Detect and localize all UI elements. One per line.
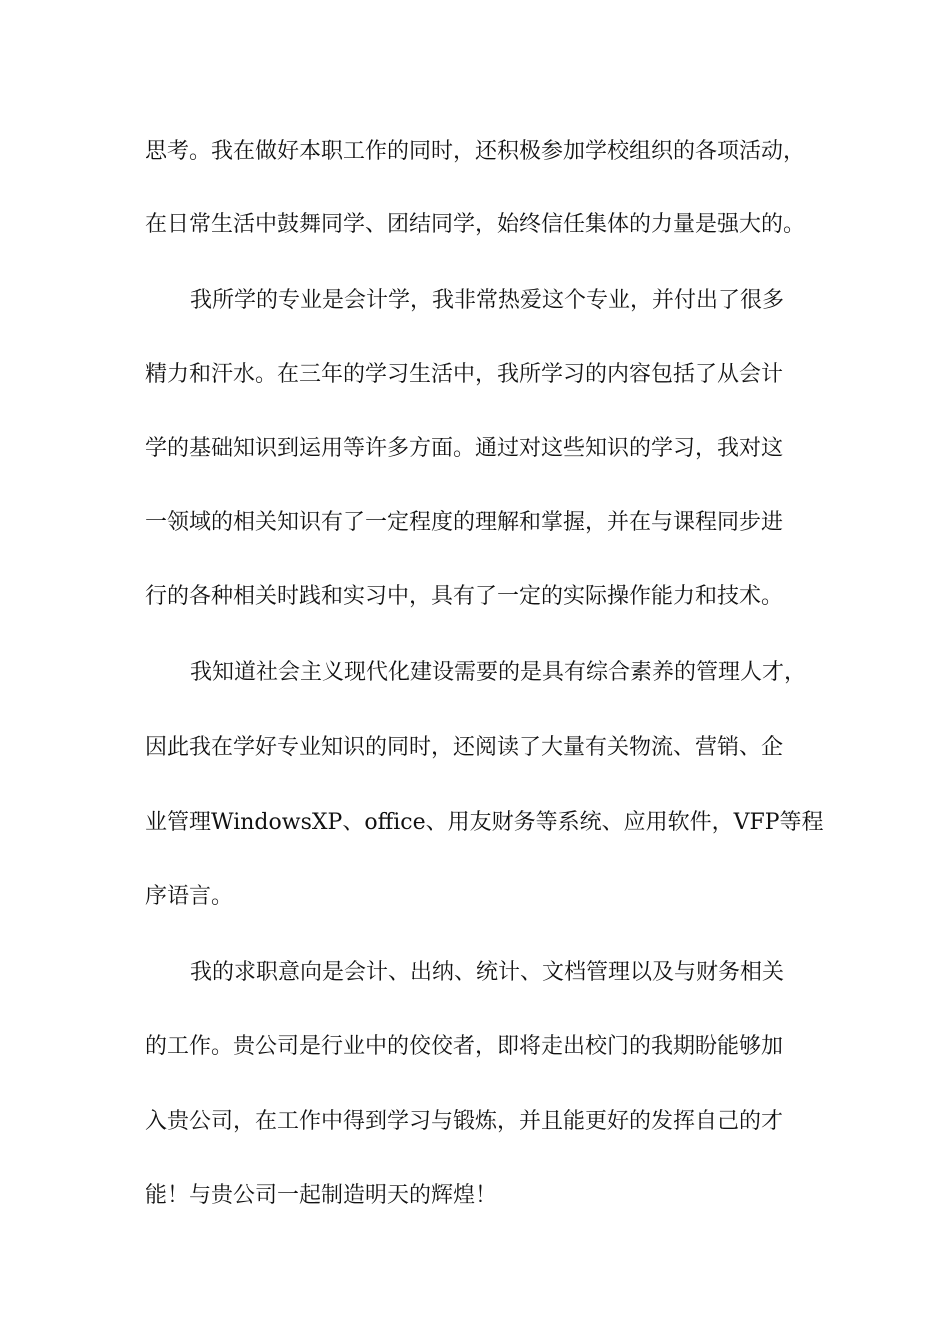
text-line-9: 因此我在学好专业知识的同时，还阅读了大量有关物流、营销、企 — [145, 735, 784, 760]
text-line-11: 序语言。 — [145, 884, 234, 909]
paragraph-start-line: 我所学的专业是会计学，我非常热爱这个专业，并付出了很多 — [190, 288, 785, 313]
text-line-1: 思考。我在做好本职工作的同时，还积极参加学校组织的各项活动， — [145, 139, 806, 164]
text-line-4: 精力和汗水。在三年的学习生活中，我所学习的内容包括了从会计 — [145, 362, 784, 387]
paragraph-start-line: 我的求职意向是会计、出纳、统计、文档管理以及与财务相关 — [190, 960, 785, 985]
text-line-5: 学的基础知识到运用等许多方面。通过对这些知识的学习，我对这 — [145, 436, 784, 461]
paragraph-start-line: 我知道社会主义现代化建设需要的是具有综合素养的管理人才， — [190, 660, 807, 685]
text-line-10: 业管理WindowsXP、office、用友财务等系统、应用软件，VFP等程 — [145, 810, 824, 835]
text-line-6: 一领域的相关知识有了一定程度的理解和掌握，并在与课程同步进 — [145, 510, 784, 535]
text-line-13: 的工作。贵公司是行业中的佼佼者，即将走出校门的我期盼能够加 — [145, 1034, 784, 1059]
text-line-2: 在日常生活中鼓舞同学、团结同学，始终信任集体的力量是强大的。 — [145, 212, 806, 237]
text-line-7: 行的各种相关时践和实习中，具有了一定的实际操作能力和技术。 — [145, 584, 784, 609]
text-line-15: 能！与贵公司一起制造明天的辉煌！ — [145, 1183, 498, 1208]
text-line-14: 入贵公司，在工作中得到学习与锻炼，并且能更好的发挥自己的才 — [145, 1109, 784, 1134]
